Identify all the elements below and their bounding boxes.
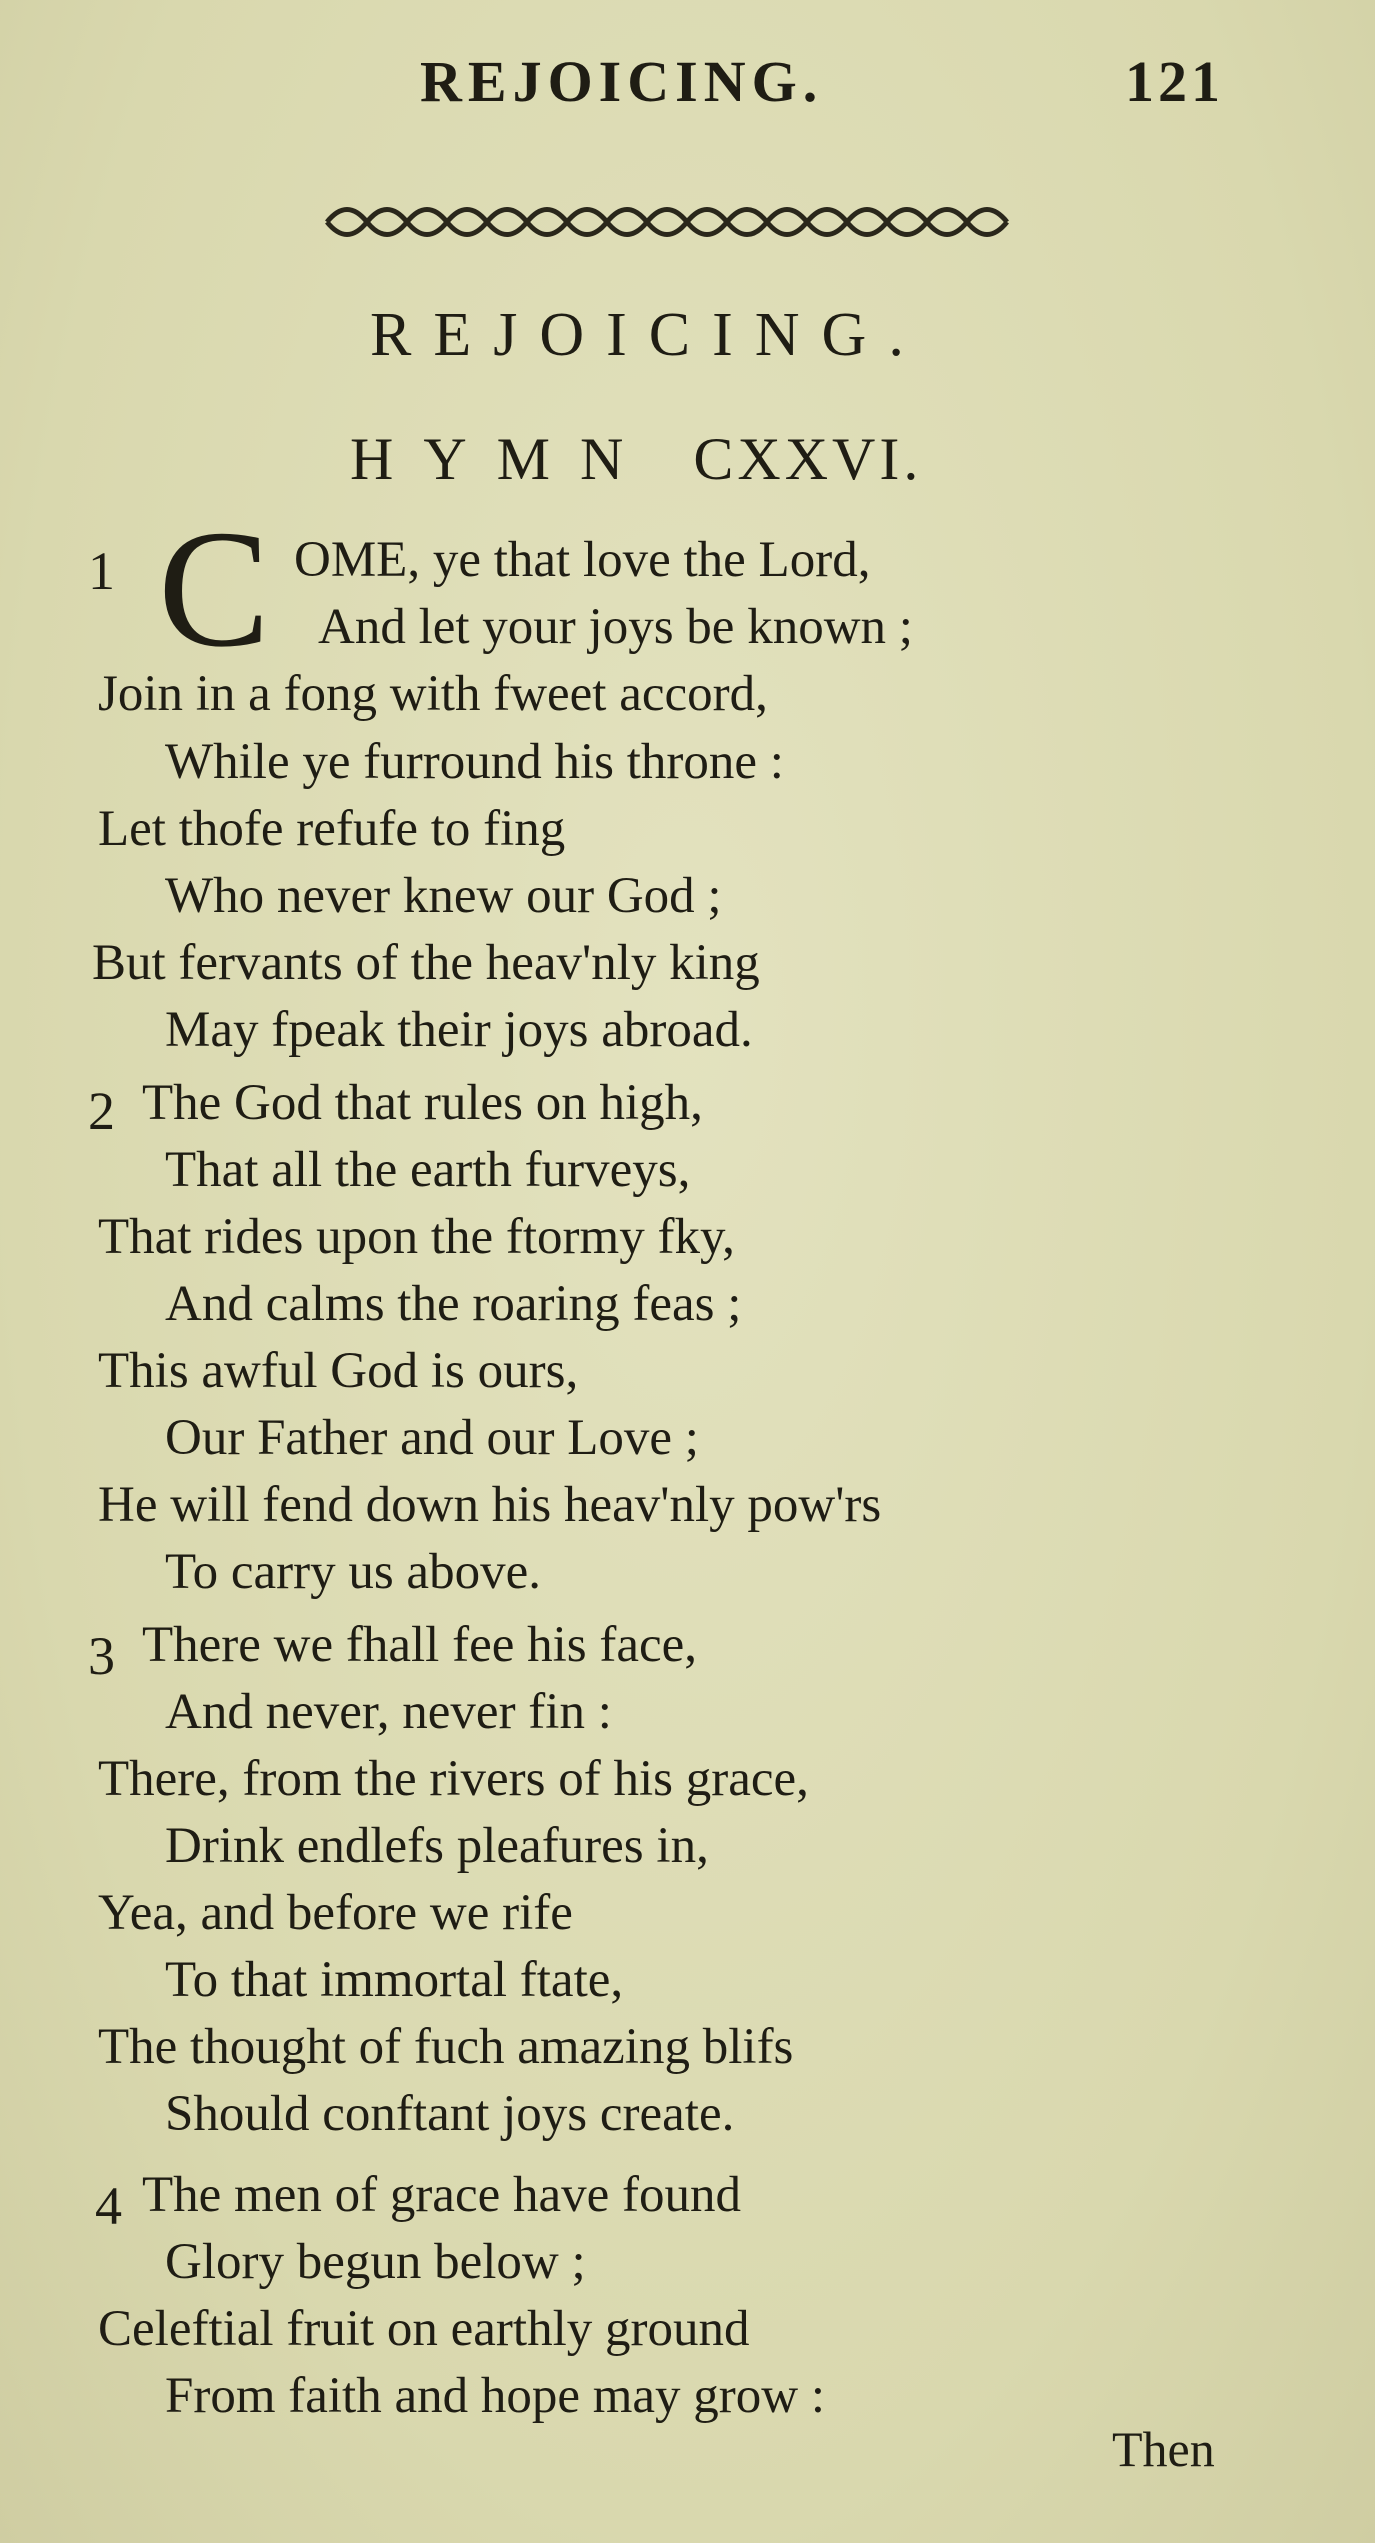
verse-line: While ye furround his throne : bbox=[165, 734, 784, 790]
verse-line: There, from the rivers of his grace, bbox=[98, 1751, 809, 1807]
verse-line: Celeftial fruit on earthly ground bbox=[98, 2301, 750, 2357]
verse-line: To that immortal ftate, bbox=[165, 1952, 624, 2008]
verse-line: May fpeak their joys abroad. bbox=[165, 1002, 753, 1058]
verse-line: The men of grace have found bbox=[142, 2167, 741, 2223]
running-head: REJOICING. bbox=[420, 49, 824, 114]
verse-line: And never, never fin : bbox=[165, 1684, 612, 1740]
verse-line: Join in a fong with fweet accord, bbox=[98, 666, 768, 722]
verse-line: That rides upon the ftormy fky, bbox=[98, 1209, 735, 1265]
stanza-number: 4 bbox=[95, 2176, 122, 2236]
verse-line: Drink endlefs pleafures in, bbox=[165, 1818, 709, 1874]
verse-line: This awful God is ours, bbox=[98, 1343, 579, 1399]
hymn-title bbox=[350, 425, 922, 494]
verse-line: And calms the roaring feas ; bbox=[165, 1276, 742, 1332]
verse-line: Yea, and before we rife bbox=[98, 1885, 573, 1941]
verse-line: Let thofe refufe to fing bbox=[98, 801, 566, 857]
stanza-number: 2 bbox=[88, 1081, 115, 1141]
stanza-number: 3 bbox=[88, 1626, 115, 1686]
hymn-label: HYMN bbox=[350, 426, 654, 492]
page-number: 121 bbox=[1125, 49, 1224, 114]
catchword: Then bbox=[1112, 2421, 1215, 2477]
drop-cap: C bbox=[158, 496, 271, 682]
verse-line: The thought of fuch amazing blifs bbox=[98, 2019, 794, 2075]
verse-line: He will fend down his heav'nly pow'rs bbox=[98, 1477, 882, 1533]
verse-line: But fervants of the heav'nly king bbox=[92, 935, 760, 991]
stanza-number: 1 bbox=[88, 541, 115, 601]
verse-line: Should conftant joys create. bbox=[165, 2086, 735, 2142]
verse-line: Glory begun below ; bbox=[165, 2234, 586, 2290]
verse-line: OME, ye that love the Lord, bbox=[294, 532, 871, 588]
verse-line: From faith and hope may grow : bbox=[165, 2368, 826, 2424]
verse-line: That all the earth furveys, bbox=[165, 1142, 691, 1198]
hymn-number: CXXVI. bbox=[693, 426, 923, 492]
ornamental-border-icon bbox=[322, 192, 1012, 252]
verse-line: Our Father and our Love ; bbox=[165, 1410, 699, 1466]
verse-line: Who never knew our God ; bbox=[165, 868, 722, 924]
verse-line: To carry us above. bbox=[165, 1544, 541, 1600]
verse-line: The God that rules on high, bbox=[142, 1075, 703, 1131]
verse-line: There we fhall fee his face, bbox=[142, 1617, 697, 1673]
verse-line: And let your joys be known ; bbox=[318, 599, 913, 655]
section-title: REJOICING. bbox=[370, 301, 926, 369]
